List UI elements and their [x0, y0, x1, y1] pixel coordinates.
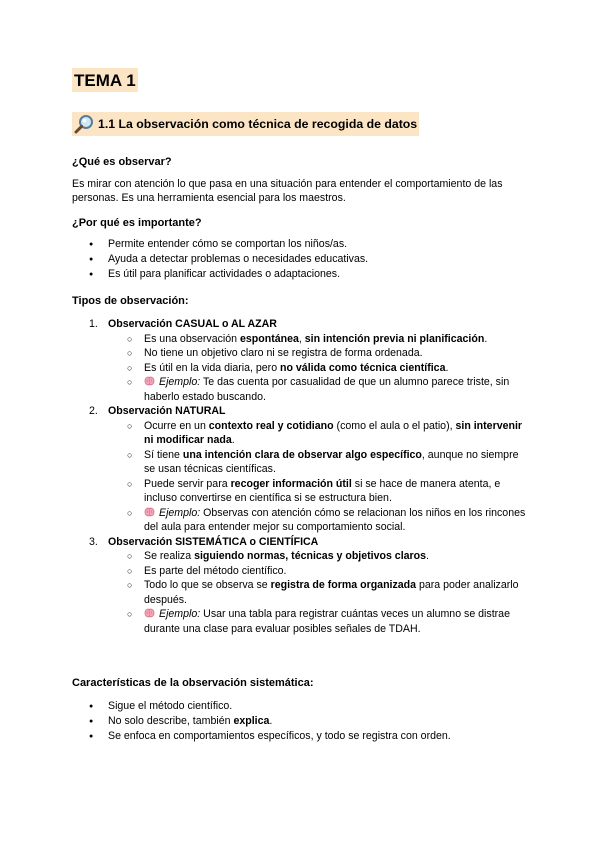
sub-list	[108, 332, 532, 405]
type-item-casual	[89, 317, 532, 404]
sub-item-example: ○ Ejemplo: Te das cuenta por casualidad de que un alumno parece triste, sin haberlo estado buscando.	[127, 375, 532, 404]
sub-item: ○ Es una observación espontánea, sin intención previa ni planificación.	[127, 332, 532, 347]
list-number: 1.	[89, 318, 98, 330]
types-heading: Tipos de observación:	[72, 295, 189, 307]
sub-item-example: ○ Ejemplo: Usar una tabla para registrar cuántas veces un alumno se distrae durante una clase para evaluar posibles señales de TDAH.	[127, 607, 532, 636]
list-item: ● Es útil para planificar actividades o adaptaciones.	[89, 267, 532, 282]
brain-icon	[144, 376, 155, 386]
magnifying-glass-icon	[74, 114, 94, 134]
types-list	[72, 317, 532, 636]
sub-item: ○ No tiene un objetivo claro ni se registra de forma ordenada.	[127, 346, 532, 361]
why-list	[72, 237, 532, 282]
type-item-natural	[89, 404, 532, 535]
why-question: ¿Por qué es importante?	[72, 217, 202, 229]
list-item: ● No solo describe, también explica.	[89, 714, 532, 729]
section-heading-row	[72, 92, 532, 139]
what-answer: Es mirar con atención lo que pasa en una situación para entender el comportamiento de las personas. Es una herramienta esencial para los maestros.	[72, 178, 503, 204]
sub-list	[108, 419, 532, 535]
brain-icon	[144, 507, 155, 517]
brain-icon	[144, 608, 155, 618]
characteristics-list	[72, 699, 532, 744]
sub-item: ○ Es útil en la vida diaria, pero no válida como técnica científica.	[127, 361, 532, 376]
sub-item: ○ Ocurre en un contexto real y cotidiano (como el aula o el patio), sin intervenir ni modificar nada.	[127, 419, 532, 448]
list-item: ● Sigue el método científico.	[89, 699, 532, 714]
list-number: 3.	[89, 535, 98, 548]
sub-item-example: ○ Ejemplo: Observas con atención cómo se relacionan los niños en los rincones del aula para entender mejor su comportamiento social.	[127, 506, 532, 535]
page-title	[72, 68, 532, 92]
sub-item: ○ Se realiza siguiendo normas, técnicas y objetivos claros.	[127, 549, 532, 564]
sub-item: ○ Sí tiene una intención clara de observar algo específico, aunque no siempre se usan técnicas científicas.	[127, 448, 532, 477]
section-heading-text: 1.1 La observación como técnica de recogida de datos	[98, 117, 418, 131]
section-heading	[72, 112, 419, 136]
sub-list	[108, 549, 532, 636]
sub-item: ○ Puede servir para recoger información útil si se hace de manera atenta, e incluso convertirse en científica si se estructura bien.	[127, 477, 532, 506]
title-text: TEMA 1	[72, 68, 138, 92]
characteristics-heading: Características de la observación sistemática:	[72, 677, 314, 689]
sub-item: ○ Es parte del método científico.	[127, 564, 532, 579]
type-title: Observación SISTEMÁTICA o CIENTÍFICA	[108, 535, 319, 548]
list-number: 2.	[89, 405, 98, 417]
type-item-systematic	[89, 535, 532, 637]
list-item: ● Se enfoca en comportamientos específicos, y todo se registra con orden.	[89, 729, 532, 744]
list-item: ● Permite entender cómo se comportan los niños/as.	[89, 237, 532, 252]
type-title: Observación NATURAL	[108, 405, 226, 417]
sub-item: ○ Todo lo que se observa se registra de forma organizada para poder analizarlo después.	[127, 578, 532, 607]
what-question: ¿Qué es observar?	[72, 156, 172, 168]
document-page	[72, 68, 532, 744]
list-item: ● Ayuda a detectar problemas o necesidades educativas.	[89, 252, 532, 267]
type-title: Observación CASUAL o AL AZAR	[108, 318, 277, 330]
